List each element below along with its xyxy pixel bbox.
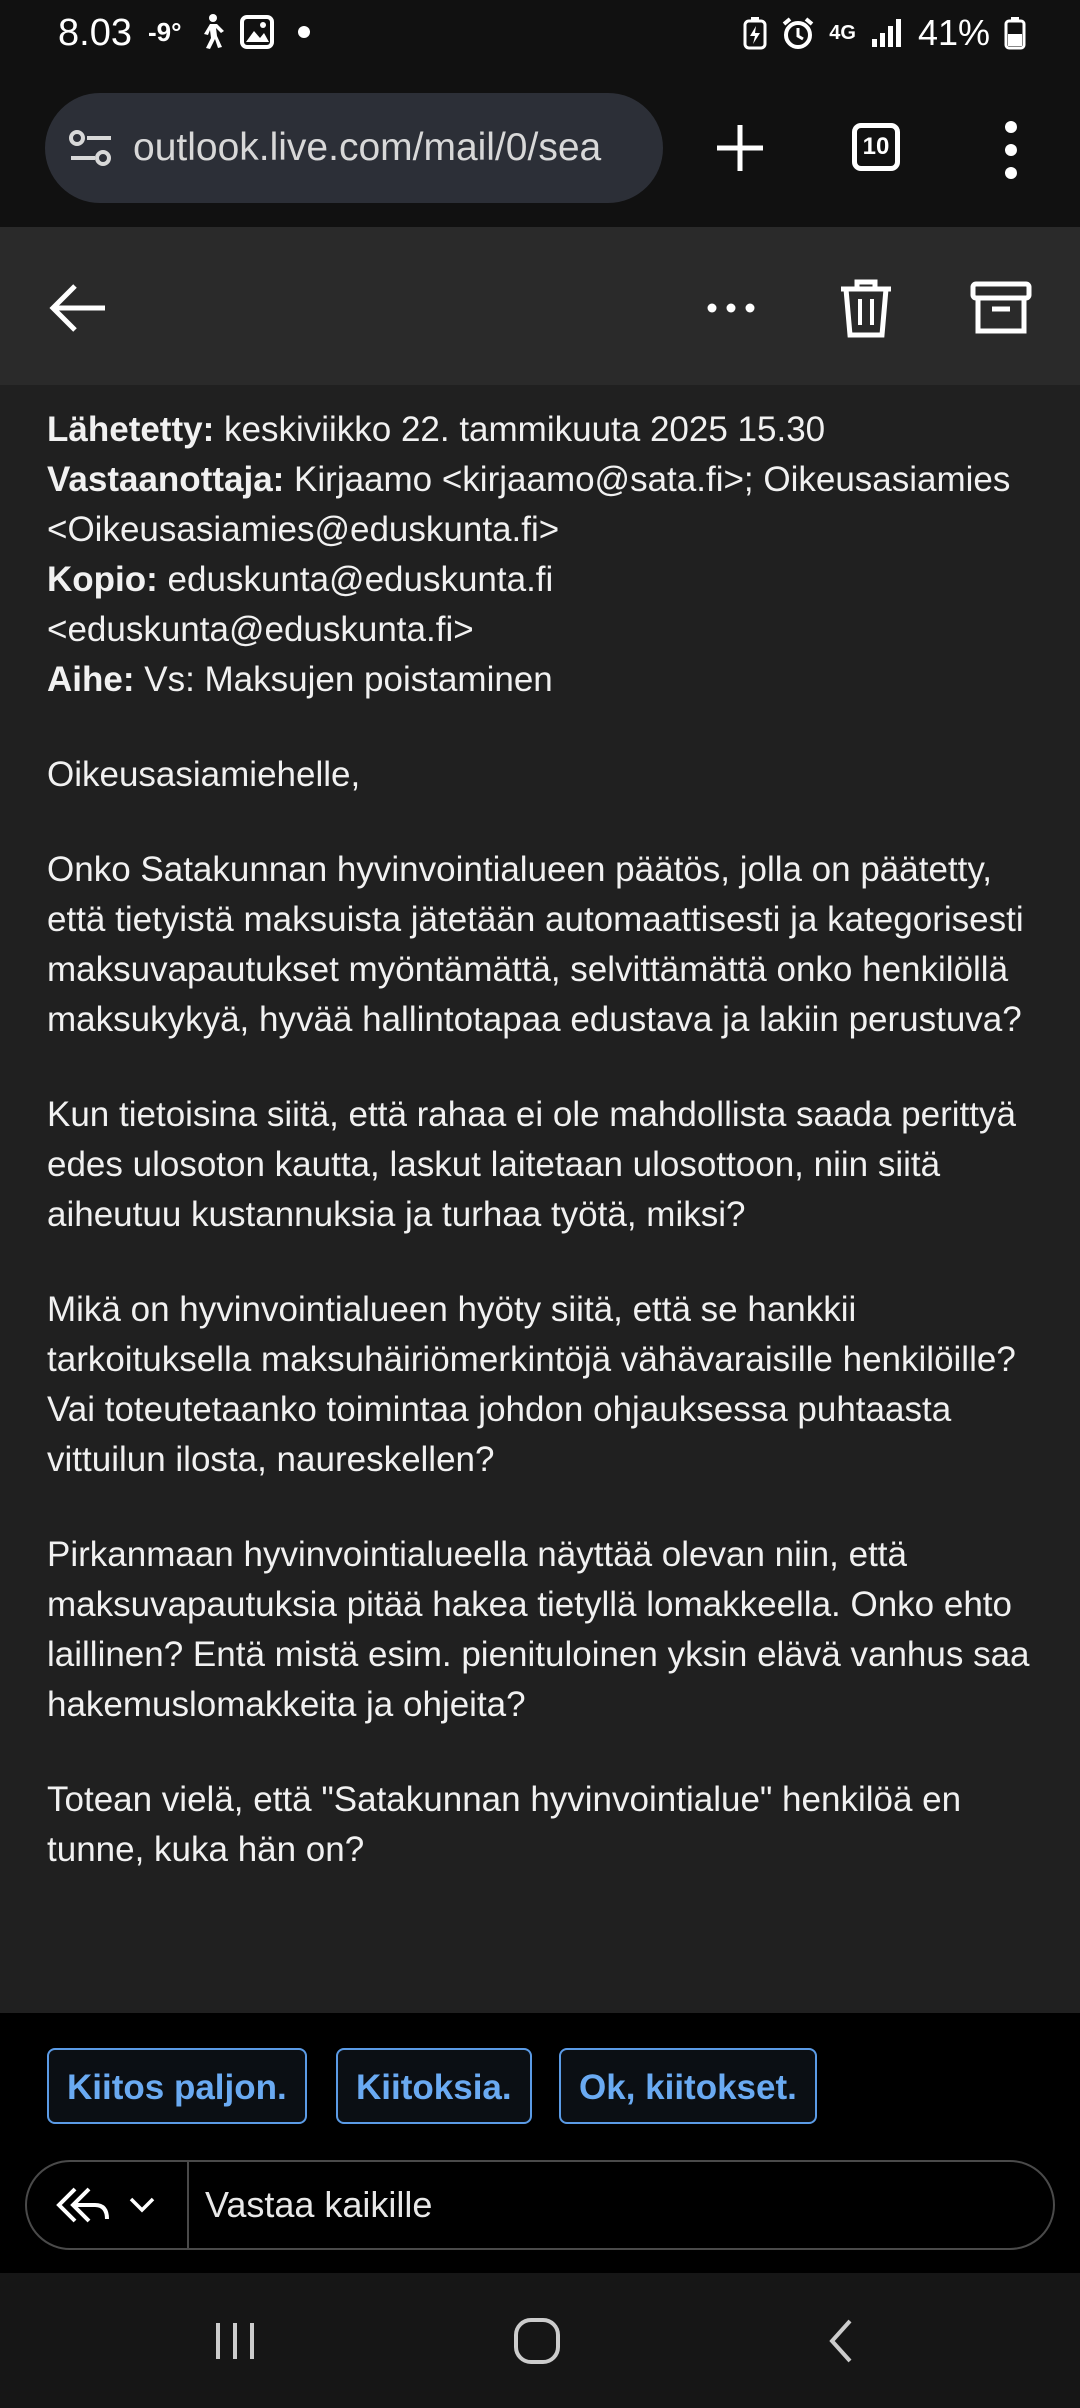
paragraph-3: Mikä on hyvinvointialueen hyöty siitä, että se hankkii tarkoituksella maksuhäiriömerkintöjä vähävaraisille henkilöille? Vai toteutetaanko toimintaa johdon ohjauksessa puhtaasta vittuilun ilosta, naureskellen? (47, 1290, 1026, 1479)
sent-row (47, 405, 1047, 455)
sent-label: Lähetetty: (47, 410, 215, 449)
status-temperature: -9° (148, 16, 182, 47)
back-arrow-icon[interactable] (45, 275, 111, 341)
status-bar (0, 0, 1080, 75)
battery-saver-icon (743, 16, 767, 50)
cc-label: Kopio: (47, 560, 158, 599)
reply-mode-selector[interactable] (27, 2162, 189, 2248)
site-settings-icon[interactable] (69, 126, 113, 170)
back-icon[interactable] (812, 2311, 872, 2371)
paragraph-1: Onko Satakunnan hyvinvointialueen päätös, jolla on päätetty, että tietyistä maksuista jätetään automaattisesti ja kategorisesti maksuvapautukset myöntämättä, selvittämättä onko henkilöllä maksukykyä, hyvää hallintotapaa edustava ja lakiin perustuva? (47, 850, 1034, 1039)
status-time: 8.03 (58, 12, 132, 54)
partial-line (47, 385, 1047, 405)
new-tab-icon[interactable] (705, 113, 775, 183)
alarm-icon (781, 16, 815, 50)
subject-row (47, 655, 1047, 705)
reply-all-icon[interactable] (55, 2183, 111, 2227)
battery-percent: 41% (917, 12, 990, 53)
recent-apps-icon[interactable] (205, 2311, 265, 2371)
gallery-icon (240, 15, 274, 49)
status-right-icons (743, 12, 1026, 54)
paragraph-4: Pirkanmaan hyvinvointialueella näyttää olevan niin, että maksuvapautuksia pitää hakea tietyllä lomakkeella. Onko ehto laillinen? Entä mistä esim. pienituloinen yksin elävä vanhus saa hakemuslomakkeita ja ohjeita? (47, 1535, 1040, 1724)
browser-toolbar (0, 75, 1080, 227)
notification-dot (298, 26, 310, 38)
subject-label: Aihe: (47, 660, 135, 699)
trash-icon[interactable] (833, 275, 899, 341)
quick-reply-1[interactable]: Kiitos paljon. (47, 2048, 307, 2124)
cc-row (47, 555, 607, 655)
paragraph-2: Kun tietoisina siitä, että rahaa ei ole mahdollista saada perittyä edes ulosoton kautta, laskut laitetaan ulosottoon, niin siitä aiheutuu kustannuksia ja turhaa työtä, miksi? (47, 1095, 1026, 1234)
email-body-inner (47, 385, 1047, 1875)
to-label: Vastaanottaja: (47, 460, 285, 499)
sent-value: keskiviikko 22. tammikuuta 2025 15.30 (214, 410, 826, 449)
url-text[interactable]: outlook.live.com/mail/0/sea (133, 126, 602, 169)
signal-icon (870, 17, 904, 49)
reply-all-box[interactable] (25, 2160, 1055, 2250)
mail-toolbar (0, 230, 1080, 385)
status-left-icons (148, 14, 310, 50)
to-value: Kirjaamo <kirjaamo@sata.fi>; Oikeusasiamies <Oikeusasiamies@eduskunta.fi> (47, 460, 1021, 549)
cc-value: eduskunta@eduskunta.fi <eduskunta@eduskunta.fi> (47, 560, 564, 649)
system-nav-bar (0, 2273, 1080, 2408)
greeting: Oikeusasiamiehelle, (47, 755, 361, 794)
subject-value: Vs: Maksujen poistaminen (134, 660, 553, 699)
reply-placeholder[interactable]: Vastaa kaikille (205, 2184, 433, 2225)
paragraph-5: Totean vielä, että "Satakunnan hyvinvointialue" henkilöä en tunne, kuka hän on? (47, 1780, 971, 1869)
network-type: 4G (829, 21, 856, 44)
more-vert-icon[interactable] (995, 117, 1027, 183)
walking-icon (196, 14, 226, 50)
chevron-down-icon[interactable] (127, 2193, 157, 2217)
battery-icon (1004, 16, 1026, 50)
quick-reply-3[interactable]: Ok, kiitokset. (559, 2048, 817, 2124)
tabs-icon[interactable]: 10 (852, 123, 900, 171)
more-horiz-icon[interactable] (698, 275, 764, 341)
home-icon[interactable] (507, 2311, 567, 2371)
archive-icon[interactable] (968, 275, 1034, 341)
to-row (47, 455, 1047, 555)
email-body[interactable] (0, 385, 1080, 2013)
reply-area (0, 2013, 1080, 2273)
url-bar[interactable] (45, 93, 663, 203)
quick-reply-2[interactable]: Kiitoksia. (336, 2048, 532, 2124)
